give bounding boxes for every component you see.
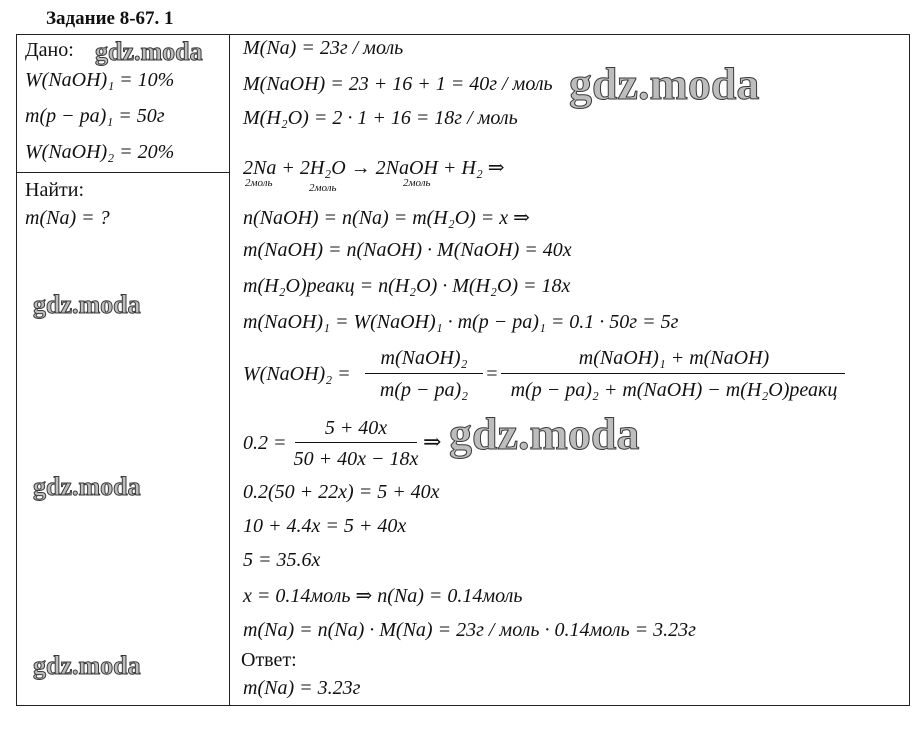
- equation-step-3: 5 = 35.6x: [243, 549, 321, 571]
- mass-h2o-reacted: m(H₂O)реакц = n(H₂O) · M(H₂O) = 18x: [243, 275, 571, 297]
- molar-mass-na: M(Na) = 23г / моль: [243, 37, 404, 59]
- find-label: Найти:: [25, 179, 85, 201]
- answer-value: m(Na) = 3.23г: [243, 677, 361, 699]
- mass-naoh-formed: m(NaOH) = n(NaOH) · M(NaOH) = 40x: [243, 239, 572, 261]
- given-w1: W(NaOH)₁ = 10%: [25, 69, 175, 91]
- reaction-equation: 2Na + 2H₂O → 2NaOH + H₂ ⇒: [243, 157, 505, 179]
- watermark: gdz.moda: [95, 37, 203, 66]
- watermark: gdz.moda: [33, 472, 141, 501]
- equation-step-1: 0.2(50 + 22x) = 5 + 40x: [243, 481, 440, 503]
- moles-equality: n(NaOH) = n(Na) = m(H₂O) = x ⇒: [243, 207, 530, 229]
- w2-fraction1-bar: [365, 373, 483, 374]
- implies-arrow: ⇒: [423, 429, 442, 454]
- given-m1: m(p − pa)₁ = 50г: [25, 105, 165, 127]
- column-divider: [229, 35, 230, 705]
- equation-denominator: 50 + 40x − 18x: [293, 448, 419, 470]
- solution-table: [16, 34, 910, 706]
- mass-na-calc: m(Na) = n(Na) · M(Na) = 23г / моль · 0.14моль = 3.23г: [243, 619, 696, 641]
- w2-fraction2-numerator: m(NaOH)₁ + m(NaOH): [578, 347, 770, 369]
- watermark: gdz.moda: [569, 58, 760, 109]
- find-m-na: m(Na) = ?: [25, 207, 110, 229]
- x-value: x = 0.14моль ⇒ n(Na) = 0.14моль: [243, 585, 523, 607]
- molar-mass-naoh: M(NaOH) = 23 + 16 + 1 = 40г / моль: [243, 73, 553, 95]
- equation-left: 0.2 =: [243, 432, 287, 454]
- watermark: gdz.moda: [449, 408, 640, 459]
- molar-mass-h2o: M(H₂O) = 2 · 1 + 16 = 18г / моль: [243, 107, 518, 129]
- equation-fraction-bar: [295, 442, 417, 443]
- reaction-mol-na: 2моль: [245, 177, 273, 189]
- w2-fraction1-numerator: m(NaOH)₂: [380, 347, 468, 369]
- task-title: Задание 8-67. 1: [46, 8, 174, 29]
- reaction-mol-h2o: 2моль: [309, 182, 337, 194]
- w2-equals: =: [485, 363, 499, 385]
- reaction-mol-naoh: 2моль: [403, 177, 431, 189]
- equation-step-2: 10 + 4.4x = 5 + 40x: [243, 515, 407, 537]
- answer-label: Ответ:: [241, 649, 297, 671]
- w2-expression-left: W(NaOH)₂ =: [243, 363, 351, 385]
- w2-fraction2-denominator: m(p − pa)₂ + m(NaOH) − m(H₂O)реакц: [510, 379, 838, 401]
- given-find-divider: [17, 172, 229, 173]
- w2-fraction2-bar: [501, 373, 845, 374]
- watermark: gdz.moda: [33, 651, 141, 680]
- equation-numerator: 5 + 40x: [324, 417, 388, 439]
- mass-naoh-initial: m(NaOH)₁ = W(NaOH)₁ · m(p − pa)₁ = 0.1 · 50г = 5г: [243, 311, 679, 333]
- given-w2: W(NaOH)₂ = 20%: [25, 141, 175, 163]
- watermark: gdz.moda: [33, 290, 141, 319]
- w2-fraction1-denominator: m(p − pa)₂: [379, 379, 469, 401]
- given-label: Дано:: [25, 39, 74, 61]
